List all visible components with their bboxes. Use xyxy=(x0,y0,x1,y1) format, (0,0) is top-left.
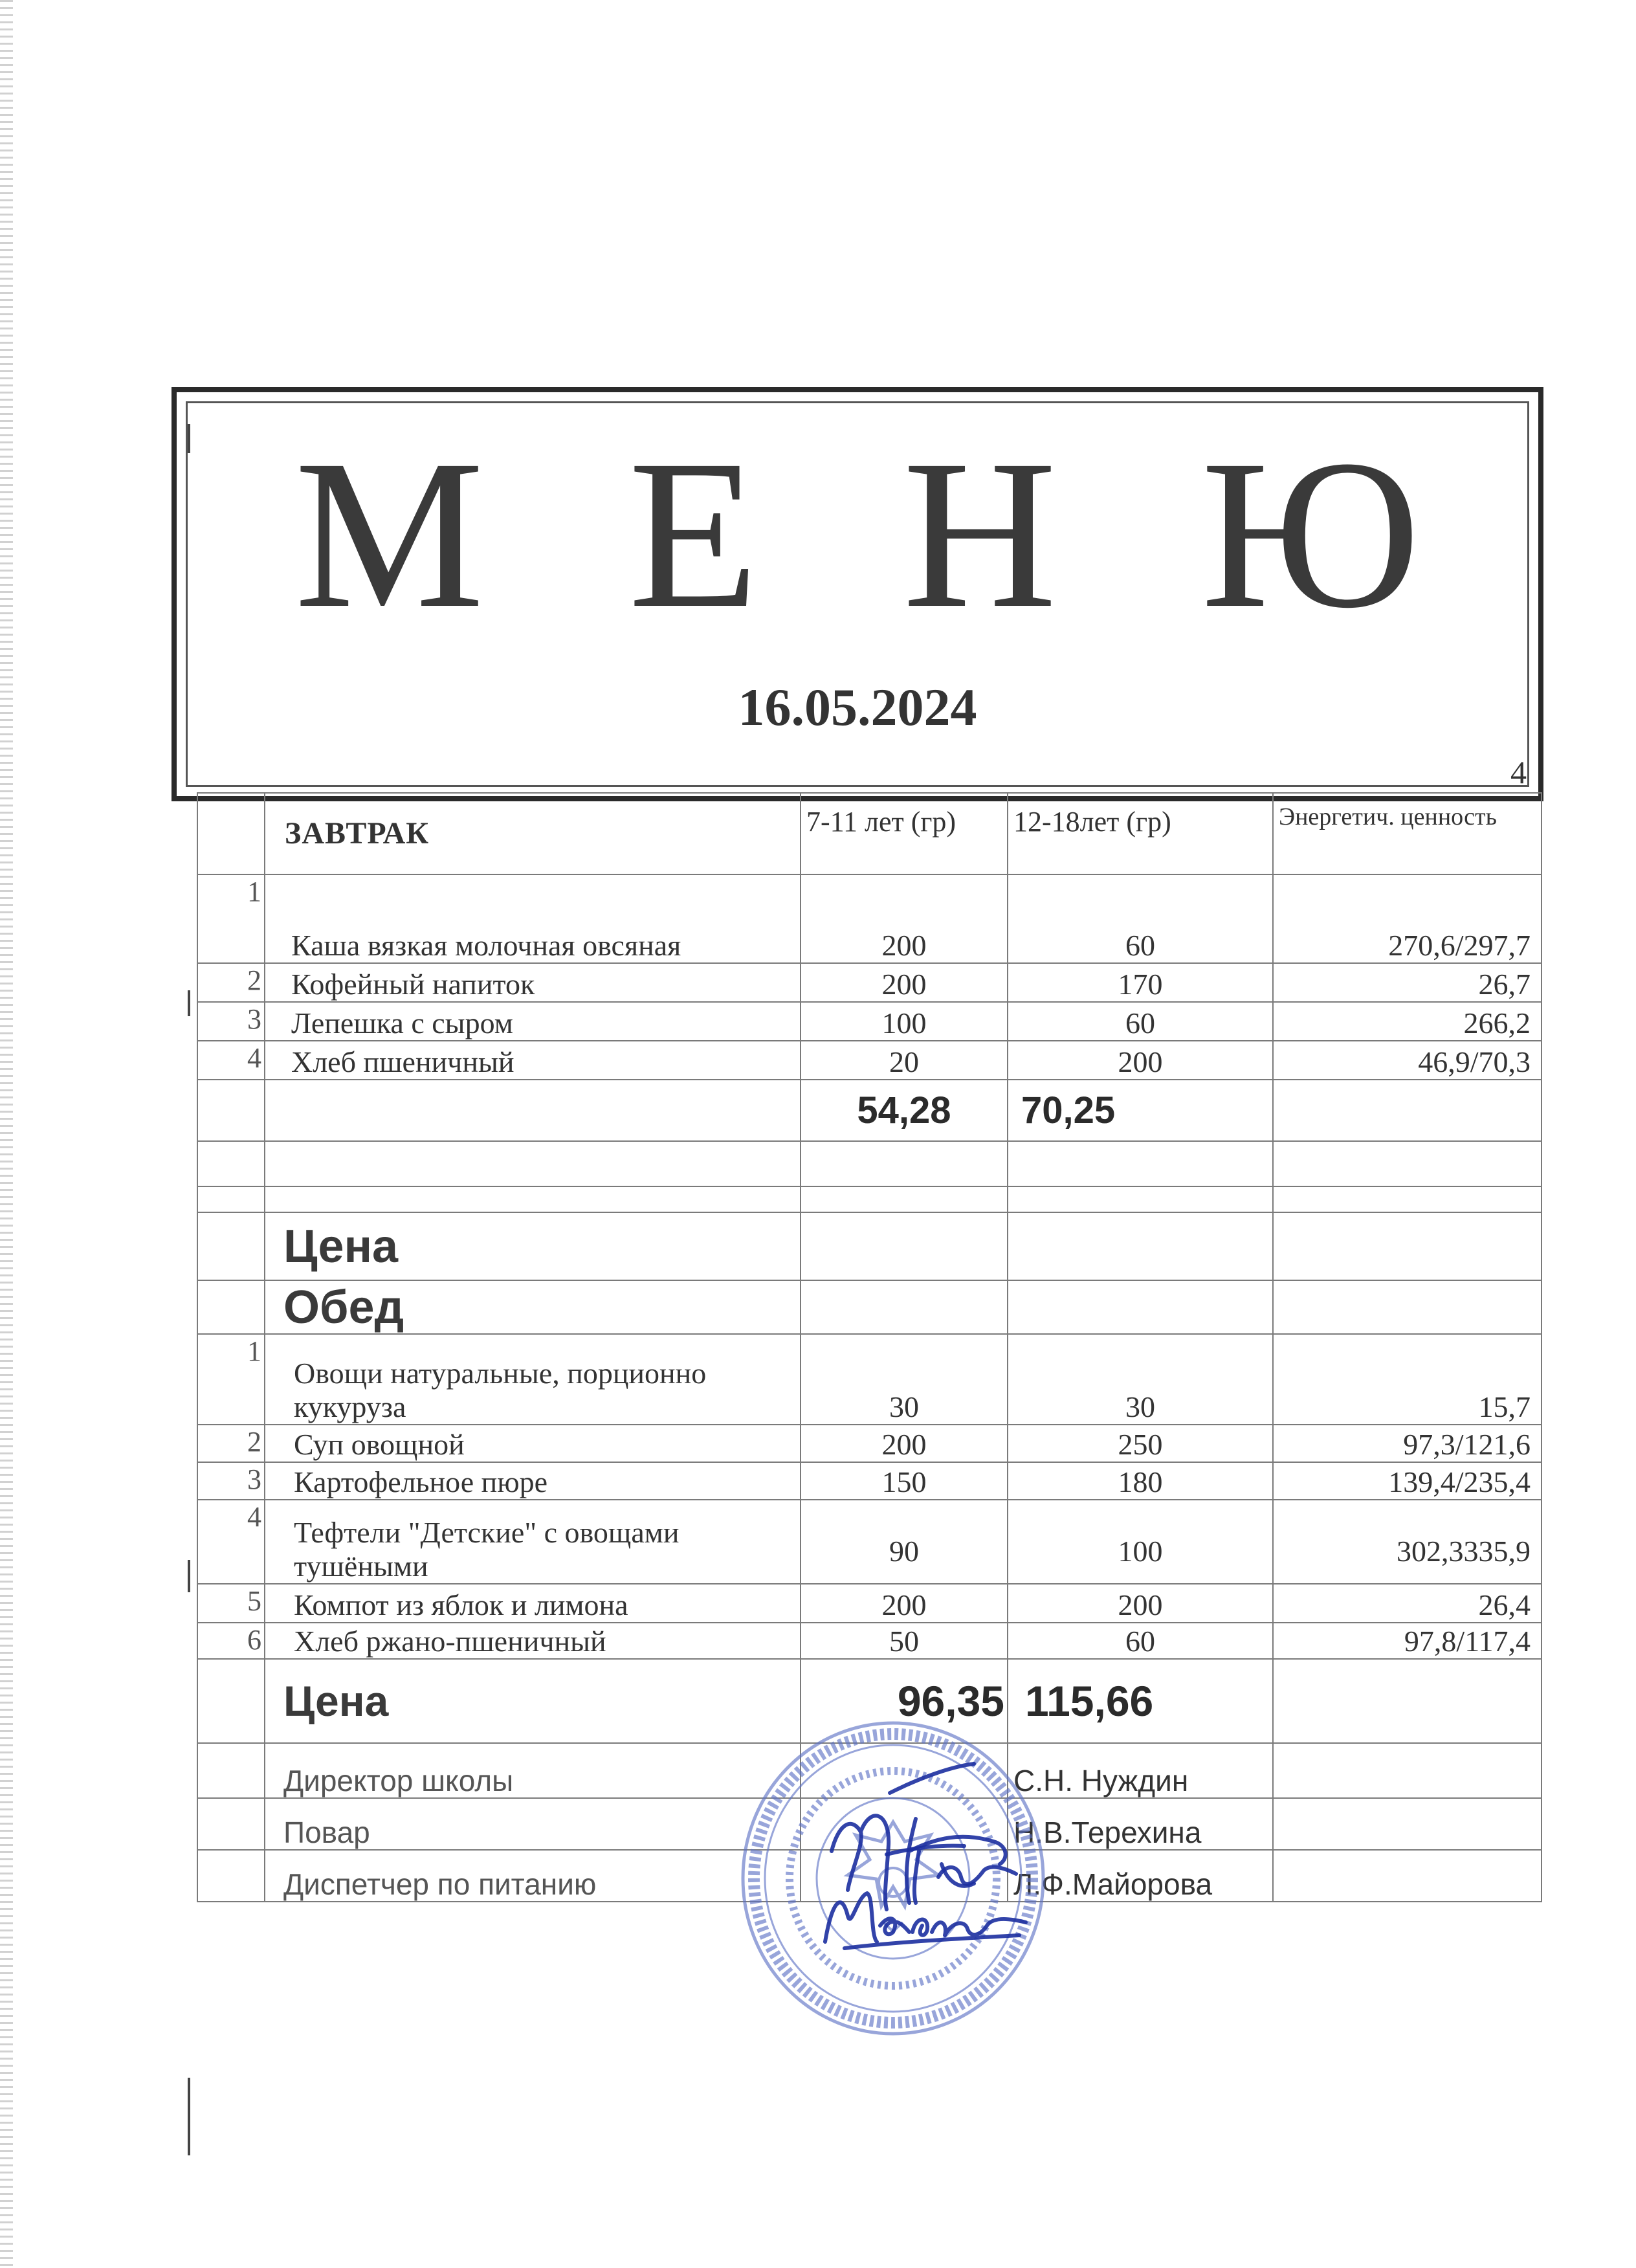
item-number: 2 xyxy=(197,963,265,1002)
table-cell xyxy=(265,1080,801,1141)
column-header-7-11: 7-11 лет (гр) xyxy=(801,793,1008,874)
item-energy: 270,6/297,7 xyxy=(1273,874,1542,963)
signature-row xyxy=(197,1798,1542,1850)
item-energy: 15,7 xyxy=(1273,1334,1542,1425)
item-qty-old: 250 xyxy=(1008,1425,1273,1462)
item-qty-old: 60 xyxy=(1008,1623,1273,1659)
table-row xyxy=(197,1623,1542,1659)
item-name: Овощи натуральные, порционно кукуруза xyxy=(265,1334,801,1425)
item-number: 1 xyxy=(197,1334,265,1425)
item-energy: 139,4/235,4 xyxy=(1273,1462,1542,1500)
item-energy: 26,4 xyxy=(1273,1584,1542,1623)
table-row xyxy=(197,1500,1542,1584)
breakfast-label: ЗАВТРАК xyxy=(265,793,801,874)
signature-row xyxy=(197,1850,1542,1902)
column-header-12-18: 12-18лет (гр) xyxy=(1008,793,1273,874)
item-number: 6 xyxy=(197,1623,265,1659)
item-qty-young: 200 xyxy=(801,874,1008,963)
item-energy: 97,8/117,4 xyxy=(1273,1623,1542,1659)
lunch-section-row xyxy=(197,1280,1542,1334)
item-number: 5 xyxy=(197,1584,265,1623)
item-energy: 97,3/121,6 xyxy=(1273,1425,1542,1462)
item-qty-young: 200 xyxy=(801,1425,1008,1462)
lunch-total-young: 96,35 xyxy=(801,1659,1008,1743)
price-section-label: Цена xyxy=(265,1212,801,1280)
scan-edge-artifact xyxy=(0,0,13,2268)
item-name: Кофейный напиток xyxy=(265,963,801,1002)
item-qty-old: 60 xyxy=(1008,874,1273,963)
table-row xyxy=(197,963,1542,1002)
table-cell xyxy=(1273,1080,1542,1141)
item-number: 4 xyxy=(197,1500,265,1584)
empty-row xyxy=(197,1141,1542,1186)
item-qty-old: 100 xyxy=(1008,1500,1273,1584)
signature-role: Диспетчер по питанию xyxy=(265,1850,801,1902)
breakfast-total-old: 70,25 xyxy=(1008,1080,1273,1141)
item-name: Каша вязкая молочная овсяная xyxy=(265,874,801,963)
signature-name: С.Н. Нуждин xyxy=(1008,1743,1273,1798)
item-energy: 302,3335,9 xyxy=(1273,1500,1542,1584)
breakfast-total-row xyxy=(197,1080,1542,1141)
table-row xyxy=(197,1334,1542,1425)
signature-role: Директор школы xyxy=(265,1743,801,1798)
item-qty-old: 180 xyxy=(1008,1462,1273,1500)
item-name: Суп овощной xyxy=(265,1425,801,1462)
item-number: 2 xyxy=(197,1425,265,1462)
item-qty-young: 30 xyxy=(801,1334,1008,1425)
scan-mark xyxy=(188,1560,190,1592)
item-name: Хлеб пшеничный xyxy=(265,1041,801,1080)
item-name: Лепешка с сыром xyxy=(265,1002,801,1041)
menu-table xyxy=(197,792,1542,1902)
table-row xyxy=(197,1041,1542,1080)
item-qty-old: 170 xyxy=(1008,963,1273,1002)
item-number: 3 xyxy=(197,1002,265,1041)
page-number: 4 xyxy=(1510,754,1527,790)
item-qty-old: 60 xyxy=(1008,1002,1273,1041)
menu-title: М Е Н Ю xyxy=(294,416,1466,652)
table-row xyxy=(197,1462,1542,1500)
item-name: Компот из яблок и лимона xyxy=(265,1584,801,1623)
item-qty-old: 200 xyxy=(1008,1584,1273,1623)
table-row xyxy=(197,874,1542,963)
item-qty-young: 50 xyxy=(801,1623,1008,1659)
item-number: 3 xyxy=(197,1462,265,1500)
table-cell xyxy=(197,793,265,874)
item-name: Хлеб ржано-пшеничный xyxy=(265,1623,801,1659)
price-section-row xyxy=(197,1212,1542,1280)
signature-role: Повар xyxy=(265,1798,801,1850)
item-number: 1 xyxy=(197,874,265,963)
item-energy: 266,2 xyxy=(1273,1002,1542,1041)
menu-date: 16.05.2024 xyxy=(738,678,977,737)
breakfast-total-young: 54,28 xyxy=(801,1080,1008,1141)
breakfast-header-row xyxy=(197,793,1542,874)
item-qty-young: 150 xyxy=(801,1462,1008,1500)
item-qty-old: 200 xyxy=(1008,1041,1273,1080)
item-qty-young: 100 xyxy=(801,1002,1008,1041)
item-energy: 26,7 xyxy=(1273,963,1542,1002)
table-row xyxy=(197,1002,1542,1041)
lunch-total-old: 115,66 xyxy=(1008,1659,1273,1743)
item-qty-young: 90 xyxy=(801,1500,1008,1584)
scan-mark xyxy=(188,990,190,1016)
item-name: Тефтели "Детские" с овощами тушёными xyxy=(265,1500,801,1584)
item-qty-young: 20 xyxy=(801,1041,1008,1080)
lunch-price-label: Цена xyxy=(265,1659,801,1743)
item-name: Картофельное пюре xyxy=(265,1462,801,1500)
column-header-energy: Энергетич. ценность xyxy=(1273,793,1542,874)
lunch-section-label: Обед xyxy=(265,1280,801,1334)
lunch-total-row xyxy=(197,1659,1542,1743)
empty-row xyxy=(197,1186,1542,1212)
scan-mark xyxy=(188,2078,190,2155)
table-cell xyxy=(197,1080,265,1141)
item-qty-old: 30 xyxy=(1008,1334,1273,1425)
menu-header-box xyxy=(171,387,1543,801)
item-energy: 46,9/70,3 xyxy=(1273,1041,1542,1080)
item-qty-young: 200 xyxy=(801,1584,1008,1623)
table-row xyxy=(197,1425,1542,1462)
item-qty-young: 200 xyxy=(801,963,1008,1002)
table-row xyxy=(197,1584,1542,1623)
signature-row xyxy=(197,1743,1542,1798)
signature-name: Н.В.Терехина xyxy=(1008,1798,1273,1850)
item-number: 4 xyxy=(197,1041,265,1080)
signature-name: Л.Ф.Майорова xyxy=(1008,1850,1273,1902)
